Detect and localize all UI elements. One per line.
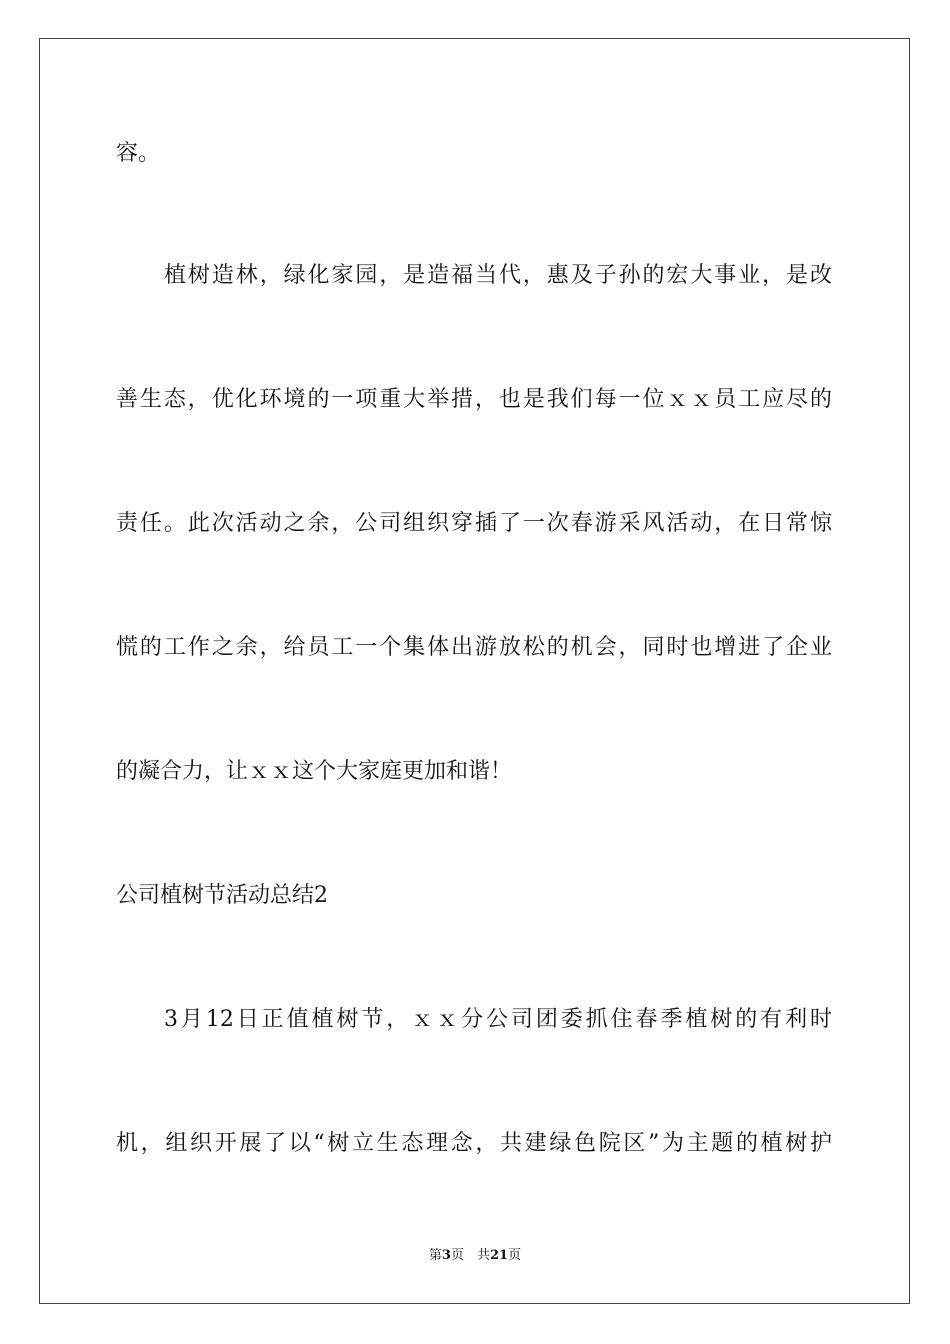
paragraph-first-line: 3月12日正值植树节，ｘｘ分公司团委抓住春季植树的有利时 <box>164 1007 832 1032</box>
footer-suffix: 页 <box>508 1248 522 1263</box>
paragraph-first-line: 植树造林，绿化家园，是造福当代，惠及子孙的宏大事业，是改 <box>164 263 832 288</box>
text-line: 善生态，优化环境的一项重大举措，也是我们每一位ｘｘ员工应尽的 <box>116 387 832 412</box>
page-frame <box>39 38 910 1304</box>
text-line: 机，组织开展了以“树立生态理念，共建绿色院区”为主题的植树护 <box>116 1131 832 1156</box>
section-heading: 公司植树节活动总结2 <box>116 883 328 908</box>
text-line: 责任。此次活动之余，公司组织穿插了一次春游采风活动，在日常惊 <box>116 511 832 536</box>
page-footer <box>0 1248 950 1264</box>
footer-mid: 页 共 <box>450 1248 490 1263</box>
total-page-number: 21 <box>489 1248 509 1263</box>
text-line: 容。 <box>116 141 161 166</box>
footer-prefix: 第 <box>428 1248 442 1263</box>
current-page-number: 3 <box>441 1248 451 1263</box>
text-line: 的凝合力，让ｘｘ这个大家庭更加和谐！ <box>116 759 513 784</box>
text-line: 慌的工作之余，给员工一个集体出游放松的机会，同时也增进了企业 <box>116 635 832 660</box>
